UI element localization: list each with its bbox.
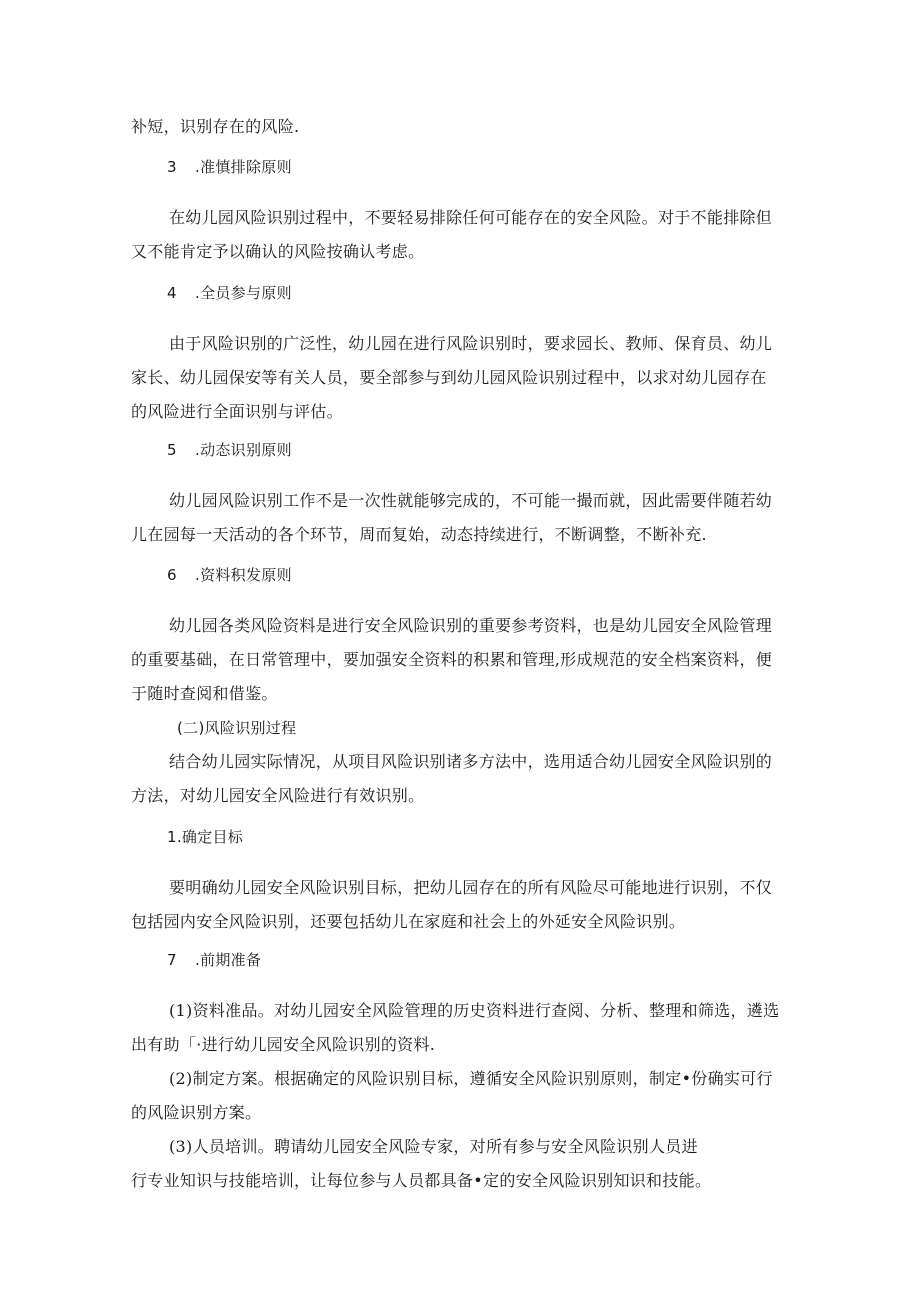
text-line: 结合幼儿园实际情况，从项目风险识别诸多方法中，选用适合幼儿园安全风险识别的: [169, 752, 773, 771]
text-line: 行专业知识与技能培训，让每位参与人员都具备•定的安全风险识别知识和技能。: [131, 1171, 712, 1190]
heading-text: .全员参与原则: [195, 284, 292, 302]
heading-number: 5: [167, 441, 177, 459]
text-line: 要明确幼儿园安全风险识别目标，把幼儿园存在的所有风险尽可能地进行识别，不仅: [169, 878, 773, 897]
text-line: 补短，识别存在的风险.: [131, 117, 300, 136]
section-heading-2: (二)风险识别过程: [177, 719, 297, 737]
text-line: 家长、幼儿园保安等有关人员，要全部参与到幼儿园风险识别过程中，以求对幼儿园存在: [131, 368, 767, 387]
heading-text: .准慎排除原则: [195, 158, 292, 176]
section-heading-7: [167, 950, 261, 970]
text-line: 儿在园每一天活动的各个环节，周而复始，动态持续进行，不断调整，不断补充.: [131, 525, 707, 544]
heading-text: .资料积发原则: [195, 566, 292, 584]
text-line: (1)资料准品。对幼儿园安全风险管理的历史资料进行查阅、分析、整理和筛选，遴选: [169, 1001, 780, 1020]
section-heading-6: [167, 565, 292, 585]
heading-number: 4: [167, 284, 177, 302]
text-line: 的重要基础，在日常管理中，要加强安全资料的积累和管理,形成规范的安全档案资料，便: [131, 650, 773, 669]
text-line: 由于风险识别的广泛性，幼儿园在进行风险识别时，要求园长、教师、保育员、幼儿: [169, 334, 773, 353]
text-line: 幼儿园风险识别工作不是一次性就能够完成的，不可能一撮而就，因此需要伴随若幼: [169, 491, 773, 510]
text-line: 在幼儿园风险识别过程中，不要轻易排除任何可能存在的安全风险。对于不能排除但: [169, 208, 773, 227]
text-line: 出有助「·进行幼儿园安全风险识别的资料.: [131, 1035, 436, 1054]
text-line: 包括园内安全风险识别，还要包括幼儿在家庭和社会上的外延安全风险识别。: [131, 912, 686, 931]
heading-text: .前期准备: [195, 951, 262, 969]
subsection-heading-goal: 1.确定目标: [167, 828, 244, 846]
text-line: 又不能肯定予以确认的风险按确认考虑。: [131, 242, 425, 261]
section-heading-5: [167, 440, 292, 460]
heading-number: 7: [167, 951, 177, 969]
heading-text: .动态识别原则: [195, 441, 292, 459]
text-line: (3)人员培训。聘请幼儿园安全风险专家，对所有参与安全风险识别人员进: [169, 1137, 698, 1156]
heading-number: 3: [167, 158, 177, 176]
text-line: 的风险进行全面识别与评估。: [131, 402, 343, 421]
text-line: 于随时查阅和借鉴。: [131, 684, 278, 703]
heading-number: 6: [167, 566, 177, 584]
text-line: 幼儿园各类风险资料是进行安全风险识别的重要参考资料，也是幼儿园安全风险管理: [169, 616, 773, 635]
text-line: (2)制定方案。根据确定的风险识别目标，遵循安全风险识别原则，制定•份确实可行: [169, 1069, 773, 1088]
section-heading-3: [167, 157, 292, 177]
text-line: 的风险识别方案。: [131, 1103, 262, 1122]
text-line: 方法，对幼儿园安全风险进行有效识别。: [131, 786, 425, 805]
section-heading-4: [167, 283, 292, 303]
